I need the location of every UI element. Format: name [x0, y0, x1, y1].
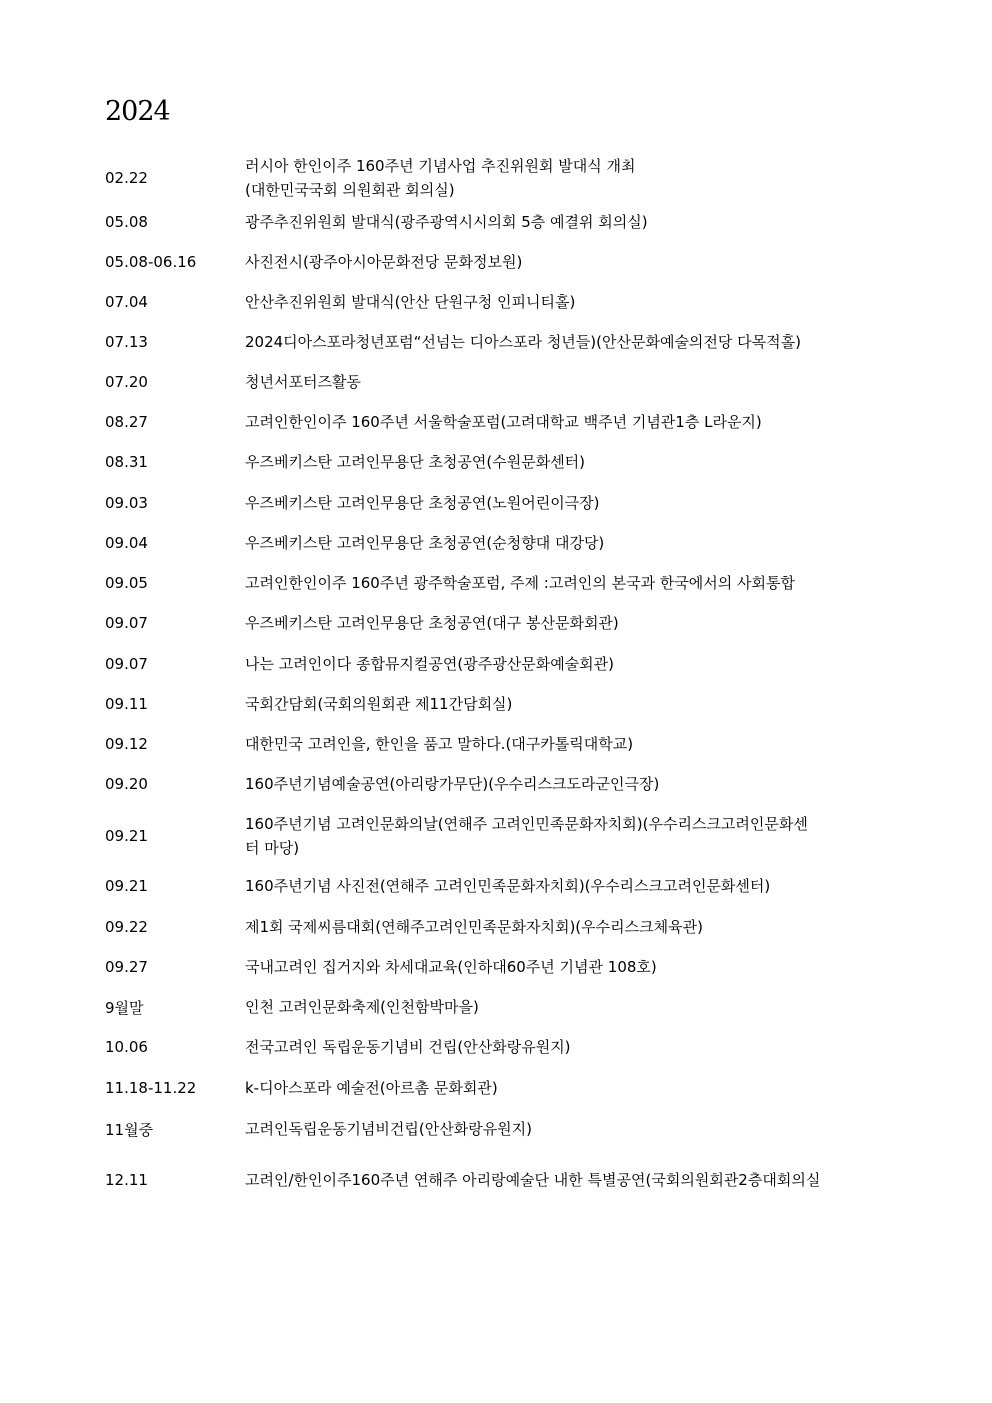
event-row — [105, 410, 905, 434]
event-date: 07.20 — [105, 373, 148, 391]
event-description-line: 전국고려인 독립운동기념비 건립(안산화랑유원지) — [245, 1038, 571, 1056]
event-row — [105, 772, 905, 796]
page-title: 2024 — [105, 96, 170, 127]
event-date: 09.07 — [105, 614, 148, 632]
event-date: 09.21 — [105, 877, 148, 895]
event-description-line: 고려인독립운동기념비건립(안산화랑유원지) — [245, 1120, 533, 1138]
event-description-line: 나는 고려인이다 종합뮤지컬공연(광주광산문화예술회관) — [245, 655, 615, 673]
event-description — [245, 491, 895, 515]
event-date: 09.21 — [105, 827, 148, 845]
event-description — [245, 531, 895, 555]
event-description-line: k-디아스포라 예술전(아르촘 문화회관) — [245, 1079, 498, 1097]
event-row — [105, 450, 905, 474]
event-row — [105, 812, 905, 860]
event-date: 12.11 — [105, 1171, 148, 1189]
event-date: 09.12 — [105, 735, 148, 753]
event-date: 02.22 — [105, 169, 148, 187]
event-date: 09.20 — [105, 775, 148, 793]
event-description — [245, 995, 895, 1019]
event-description — [245, 154, 895, 202]
event-row — [105, 1168, 905, 1192]
event-description-line: 인천 고려인문화축제(인천함박마을) — [245, 998, 479, 1016]
event-date: 07.13 — [105, 333, 148, 351]
event-description-line: 사진전시(광주아시아문화전당 문화정보원) — [245, 253, 523, 271]
event-description — [245, 290, 895, 314]
event-description — [245, 812, 895, 860]
event-row — [105, 1035, 905, 1059]
event-row — [105, 995, 905, 1019]
event-description — [245, 571, 895, 595]
event-description — [245, 955, 895, 979]
event-date: 07.04 — [105, 293, 148, 311]
event-description — [245, 410, 895, 434]
event-description — [245, 1168, 895, 1192]
event-row — [105, 915, 905, 939]
event-description-line: 고려인한인이주 160주년 광주학술포럼, 주제 :고려인의 본국과 한국에서의 사회통합 — [245, 574, 796, 592]
event-row — [105, 1076, 905, 1100]
event-row — [105, 370, 905, 394]
event-description — [245, 772, 895, 796]
event-description-line: 2024디아스포라청년포럼“선넘는 디아스포라 청년들)(안산문화예술의전당 다목적홀) — [245, 333, 801, 351]
event-row — [105, 732, 905, 756]
event-description-line: 우즈베키스탄 고려인무용단 초청공연(순청향대 대강당) — [245, 534, 605, 552]
event-description-line: 우즈베키스탄 고려인무용단 초청공연(대구 봉산문화회관) — [245, 614, 619, 632]
event-description — [245, 1035, 895, 1059]
event-date: 09.11 — [105, 695, 148, 713]
event-description-line: 우즈베키스탄 고려인무용단 초청공연(노원어린이극장) — [245, 494, 600, 512]
event-description-line: 러시아 한인이주 160주년 기념사업 추진위원회 발대식 개최 — [245, 157, 636, 175]
event-date: 09.05 — [105, 574, 148, 592]
event-description-line: 국회간담회(국회의원회관 제11간담회실) — [245, 695, 513, 713]
event-description-line: 대한민국 고려인을, 한인을 품고 말하다.(대구카톨릭대학교) — [245, 735, 634, 753]
event-description-line: 고려인한인이주 160주년 서울학술포럼(고려대학교 백주년 기념관1층 L라운지) — [245, 413, 762, 431]
event-description-line: (대한민국국회 의원회관 회의실) — [245, 181, 455, 199]
event-description-line: 고려인/한인이주160주년 연해주 아리랑예술단 내한 특별공연(국회의원회관2층대회의실 — [245, 1171, 821, 1189]
event-date: 11월중 — [105, 1120, 154, 1139]
event-row — [105, 531, 905, 555]
event-date: 11.18-11.22 — [105, 1079, 197, 1097]
event-description — [245, 330, 895, 354]
event-description-line: 터 마당) — [245, 839, 300, 857]
event-row — [105, 154, 905, 202]
event-date: 08.27 — [105, 413, 148, 431]
event-row — [105, 955, 905, 979]
event-description-line: 제1회 국제씨름대회(연해주고려인민족문화자치회)(우수리스크체육관) — [245, 918, 703, 936]
event-row — [105, 652, 905, 676]
event-description — [245, 732, 895, 756]
event-date: 09.27 — [105, 958, 148, 976]
event-row — [105, 250, 905, 274]
event-row — [105, 491, 905, 515]
event-description-line: 160주년기념예술공연(아리랑가무단)(우수리스크도라군인극장) — [245, 775, 660, 793]
event-date: 08.31 — [105, 453, 148, 471]
event-row — [105, 1117, 905, 1141]
event-row — [105, 571, 905, 595]
event-date: 09.04 — [105, 534, 148, 552]
event-description — [245, 611, 895, 635]
event-description — [245, 915, 895, 939]
event-date: 10.06 — [105, 1038, 148, 1056]
event-date: 05.08-06.16 — [105, 253, 197, 271]
event-description — [245, 370, 895, 394]
event-description-line: 청년서포터즈활동 — [245, 373, 361, 391]
event-description-line: 우즈베키스탄 고려인무용단 초청공연(수원문화센터) — [245, 453, 586, 471]
event-description — [245, 450, 895, 474]
event-description — [245, 692, 895, 716]
event-row — [105, 210, 905, 234]
event-description-line: 국내고려인 집거지와 차세대교육(인하대60주년 기념관 108호) — [245, 958, 657, 976]
event-row — [105, 330, 905, 354]
event-description — [245, 250, 895, 274]
event-date: 09.22 — [105, 918, 148, 936]
event-description — [245, 210, 895, 234]
event-date: 05.08 — [105, 213, 148, 231]
event-description-line: 160주년기념 사진전(연해주 고려인민족문화자치회)(우수리스크고려인문화센터) — [245, 877, 771, 895]
event-date: 9월말 — [105, 998, 144, 1017]
event-description-line: 광주추진위원회 발대식(광주광역시시의회 5층 예결위 회의실) — [245, 213, 648, 231]
event-date: 09.03 — [105, 494, 148, 512]
event-description — [245, 1117, 895, 1141]
event-row — [105, 611, 905, 635]
event-description — [245, 652, 895, 676]
event-row — [105, 692, 905, 716]
event-description — [245, 1076, 895, 1100]
event-row — [105, 874, 905, 898]
event-description — [245, 874, 895, 898]
event-description-line: 안산추진위원회 발대식(안산 단원구청 인피니티홀) — [245, 293, 576, 311]
event-date: 09.07 — [105, 655, 148, 673]
event-row — [105, 290, 905, 314]
event-description-line: 160주년기념 고려인문화의날(연해주 고려인민족문화자치회)(우수리스크고려인문화센 — [245, 815, 808, 833]
